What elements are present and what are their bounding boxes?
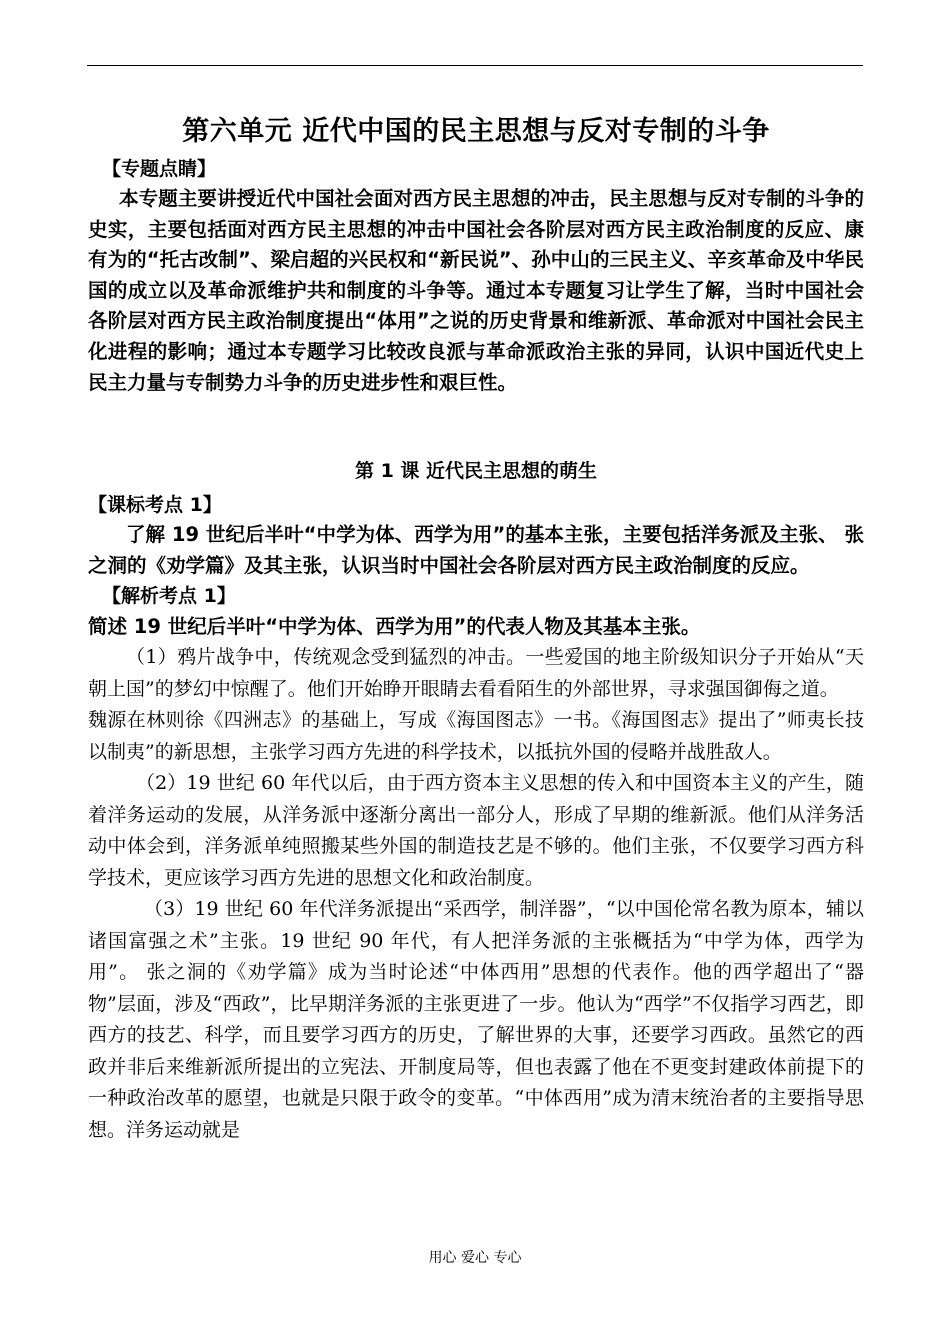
unit-title: 第六单元 近代中国的民主思想与反对专制的斗争 xyxy=(182,116,770,147)
analysis-tag: 【解析考点 1】 xyxy=(102,585,236,608)
standard-tag: 【课标考点 1】 xyxy=(88,494,222,517)
body-paragraph-1: （1）鸦片战争中，传统观念受到猛烈的冲击。一些爱国的地主阶级知识分子开始从“天朝上国”的梦幻中惊醒了。他们开始睁开眼睛去看看陌生的外部世界，寻求强国御侮之道。 xyxy=(88,646,864,700)
header-rule xyxy=(87,65,863,66)
standard-paragraph: 了解 19 世纪后半叶“中学为体、西学为用”的基本主张，主要包括洋务派及主张、 张之洞的《劝学篇》及其主张，认识当时中国社会各阶层对西方民主政治制度的反应。 xyxy=(88,523,864,577)
page-footer: 用心 爱心 专心 xyxy=(428,1250,522,1266)
section-spacer xyxy=(88,398,864,456)
focus-paragraph: 本专题主要讲授近代中国社会面对西方民主思想的冲击，民主思想与反对专制的斗争的史实，主要包括面对西方民主思想的冲击中国社会各阶层对西方民主政治制度的反应、康有为的“托古改制”、梁启超的兴民权和“新民说”、孙中山的三民主义、辛亥革命及中华民国的成立以及革命派维护共和制度的斗争等。通过本专题复习让学生了解，当时中国社会各阶层对西方民主政治制度提出“体用”之说的历史背景和维新派、革命派对中国社会民主化进程的影响；通过本专题学习比较改良派与革命派政治主张的异同，认识中国近代史上民主力量与专制势力斗争的历史进步性和艰巨性。 xyxy=(88,187,864,394)
analysis-question: 简述 19 世纪后半叶“中学为体、西学为用”的代表人物及其基本主张。 xyxy=(88,615,701,639)
page-content xyxy=(88,112,864,1146)
body-paragraph-3: （2）19 世纪 60 年代以后，由于西方资本主义思想的传入和中国资本主义的产生，随着洋务运动的发展，从洋务派中逐渐分离出一部分人，形成了早期的维新派。他们从洋务活动中体会到，洋务派单纯照搬某些外国的制造技艺是不够的。他们主张，不仅要学习西方科学技术，更应该学习西方先进的思想文化和政治制度。 xyxy=(88,772,864,889)
lesson-title: 第 1 课 近代民主思想的萌生 xyxy=(354,460,598,483)
body-paragraph-4: （3）19 世纪 60 年代洋务派提出“采西学，制洋器”，“以中国伦常名教为原本，辅以诸国富强之术”主张。19 世纪 90 年代，有人把洋务派的主张概括为“中学为体，西学为用”。 张之洞的《劝学篇》成为当时论述“中体西用”思想的代表作。他的西学超出了“器物”层面，涉及“西政”，比早期洋务派的主张更进了一步。他认为“西学”不仅指学习西艺，即西方的技艺、科学，而且要学习西方的历史，了解世界的大事，还要学习西政。虽然它的西政并非后来维新派所提出的立宪法、开制度局等，但也表露了他在不更变封建政体前提下的一种政治改革的愿望，也就是只限于政令的变革。“中体西用”成为清末统治者的主要指导思想。洋务运动就是 xyxy=(88,898,864,1141)
focus-tag: 【专题点睛】 xyxy=(102,158,217,180)
body-paragraph-2: 魏源在林则徐《四洲志》的基础上，写成《海国图志》一书。《海国图志》提出了”师夷长技以制夷”的新思想，主张学习西方先进的科学技术，以抵抗外国的侵略并战胜敌人。 xyxy=(88,709,864,763)
